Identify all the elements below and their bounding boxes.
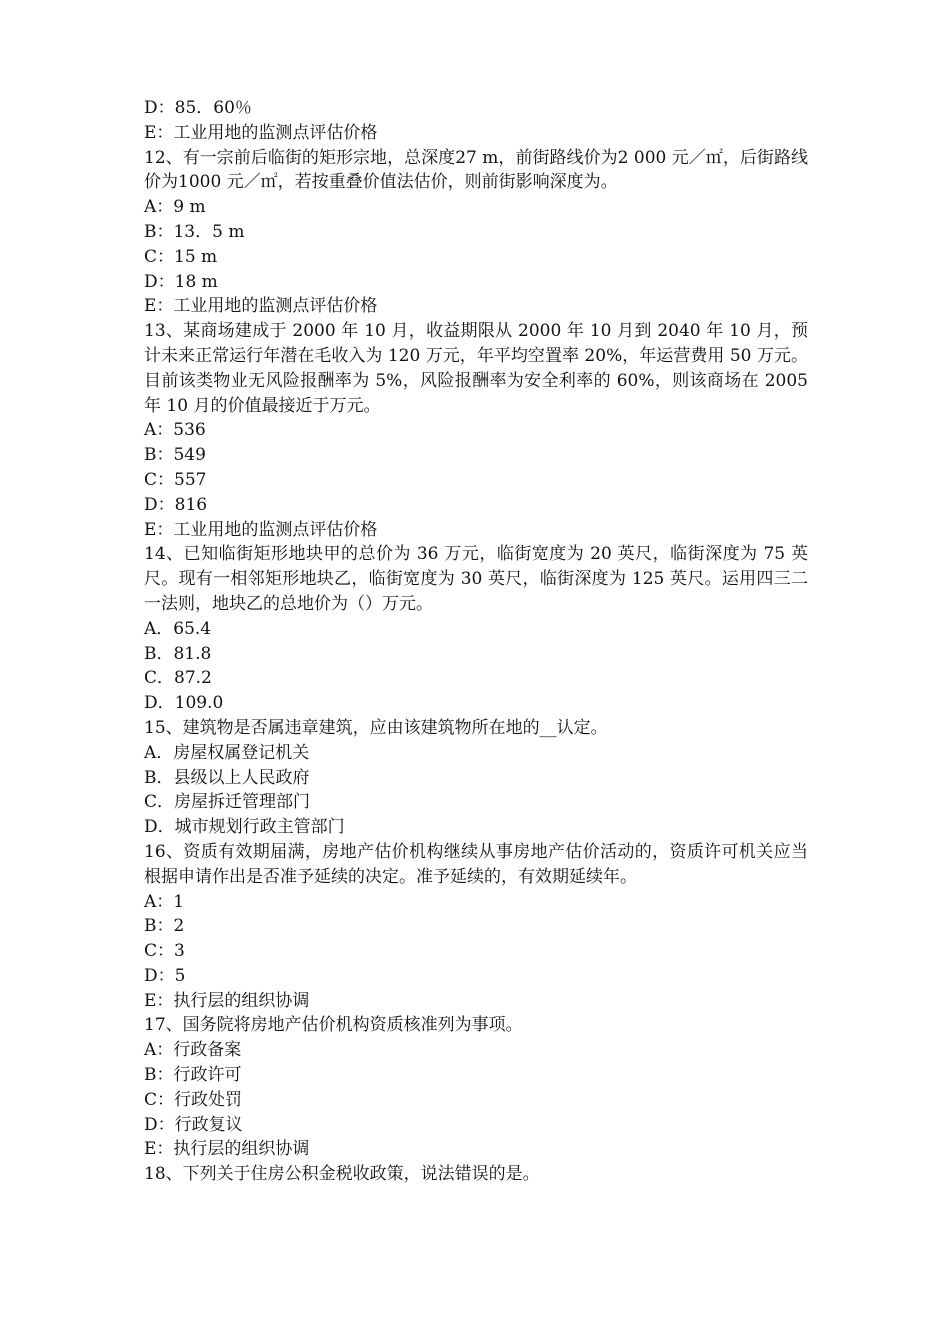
answer-option: E：工业用地的监测点评估价格	[144, 519, 378, 540]
answer-option: A．65.4	[144, 618, 212, 639]
question-text: 16、资质有效期届满，房地产估价机构继续从事房地产估价活动的，资质许可机关应当根据申请作出是否准予延续的决定。准予延续的，有效期延续年。	[144, 841, 808, 887]
answer-option: B：549	[144, 445, 206, 466]
answer-option: C：3	[144, 941, 185, 962]
answer-option: D．109.0	[144, 693, 224, 714]
answer-option: B．县级以上人民政府	[144, 767, 310, 788]
answer-option: D：18 m	[144, 271, 218, 292]
answer-option: E：执行层的组织协调	[144, 1139, 310, 1160]
document-body	[144, 96, 808, 1187]
answer-option: C：15 m	[144, 246, 218, 267]
question-text: 13、某商场建成于 2000 年 10 月，收益期限从 2000 年 10 月到 2040 年 10 月，预计未来正常运行年潜在毛收入为 120 万元，年平均空置率 20%，年运营费用 50 万元。目前该类物业无风险报酬率为 5%，风险报酬率为安全利率的 60%，则该商场在 2005 年 10 月的价值最接近于万元。	[144, 321, 808, 416]
answer-option: C．房屋拆迁管理部门	[144, 792, 311, 813]
question-text: 15、建筑物是否属违章建筑，应由该建筑物所在地的__认定。	[144, 717, 608, 738]
answer-option: A：9 m	[144, 197, 206, 218]
answer-option: B：13．5 m	[144, 221, 245, 242]
question-text: 12、有一宗前后临街的矩形宗地，总深度27 m，前街路线价为2 000 元／㎡，后街路线价为1000 元／㎡，若按重叠价值法估价，则前街影响深度为。	[144, 147, 808, 193]
answer-option: D：816	[144, 494, 208, 515]
answer-option: B．81.8	[144, 643, 212, 664]
answer-option: D：5	[144, 965, 186, 986]
question-text: 17、国务院将房地产估价机构资质核准列为事项。	[144, 1015, 523, 1036]
question-text: 18、下列关于住房公积金税收政策，说法错误的是。	[144, 1164, 540, 1185]
answer-option: E：工业用地的监测点评估价格	[144, 296, 378, 317]
answer-option: B：2	[144, 916, 185, 937]
answer-option: E：执行层的组织协调	[144, 990, 310, 1011]
answer-option: C：557	[144, 469, 207, 490]
answer-option: A：1	[144, 891, 185, 912]
answer-option: C．87.2	[144, 668, 212, 689]
answer-option: C：行政处罚	[144, 1089, 243, 1110]
answer-option: A：行政备案	[144, 1040, 242, 1061]
answer-option: D：85．60％	[144, 98, 252, 118]
question-text: 14、已知临街矩形地块甲的总价为 36 万元，临街宽度为 20 英尺，临街深度为 75 英尺。现有一相邻矩形地块乙，临街宽度为 30 英尺，临街深度为 125 英尺。运用四三二一法则，地块乙的总地价为（）万元。	[144, 544, 808, 614]
answer-option: A：536	[144, 420, 206, 441]
answer-option: D：行政复议	[144, 1114, 243, 1135]
answer-option: E：工业用地的监测点评估价格	[144, 122, 378, 143]
answer-option: A．房屋权属登记机关	[144, 742, 310, 763]
answer-option: D．城市规划行政主管部门	[144, 817, 345, 838]
answer-option: B：行政许可	[144, 1065, 242, 1086]
